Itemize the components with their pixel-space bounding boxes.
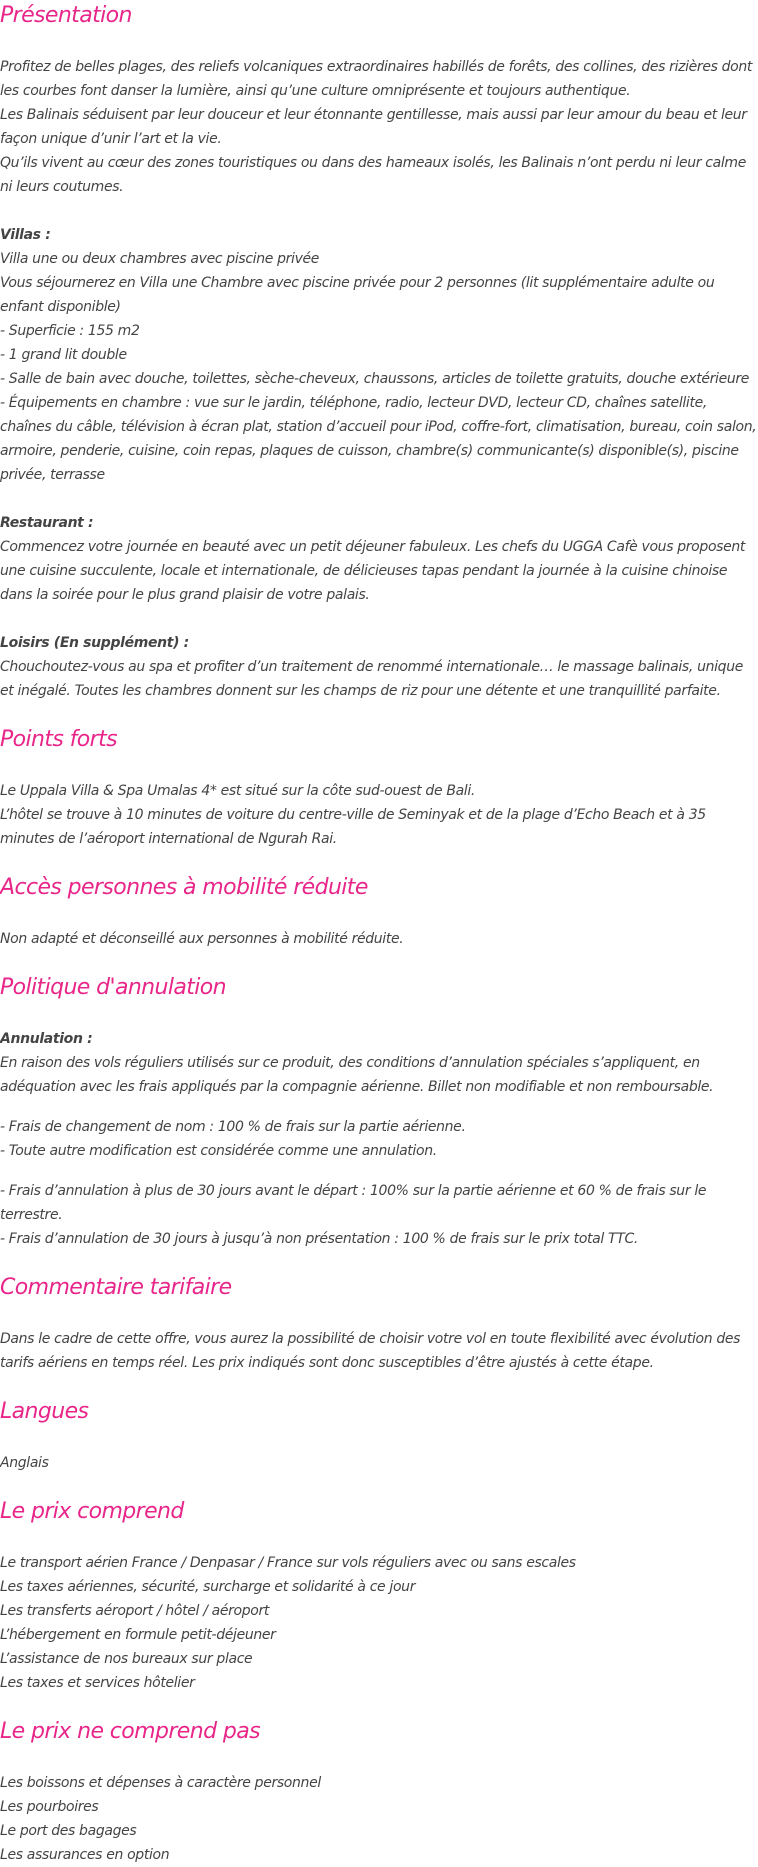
section-presentation (0, 1, 758, 703)
list-item: L’assistance de nos bureaux sur place (0, 1651, 253, 1667)
list-item: - Superficie : 155 m2 (0, 323, 140, 339)
section-body (0, 1551, 758, 1695)
page (0, 1, 758, 1867)
paragraph: Chouchoutez-vous au spa et profiter d’un traitement de renommé internationale… le massage balinais, unique et inégalé. Toutes les chambres donnent sur les champs de riz pour une détente et une tranquillité parfaite. (0, 659, 743, 699)
section-body (0, 927, 758, 951)
paragraph: L’hôtel se trouve à 10 minutes de voiture du centre-ville de Seminyak et de la plage d’Echo Beach et à 35 minutes de l’aéroport international de Ngurah Rai. (0, 807, 706, 847)
section-body (0, 1027, 758, 1251)
list-item: - Frais d’annulation à plus de 30 jours avant le départ : 100% sur la partie aérienne et 60 % de frais sur le terrestre. (0, 1183, 707, 1223)
section-body (0, 1327, 758, 1375)
paragraph: En raison des vols réguliers utilisés sur ce produit, des conditions d’annulation spéciales s’appliquent, en adéquation avec les frais appliqués par la compagnie aérienne. Billet non modifiable et non remboursable. (0, 1055, 714, 1095)
section-title: Présentation (0, 3, 132, 28)
section-body (0, 1451, 758, 1475)
paragraph: Le Uppala Villa & Spa Umalas 4* est situé sur la côte sud-ouest de Bali. (0, 783, 475, 799)
section-price-includes (0, 1497, 758, 1695)
list-item: Le port des bagages (0, 1823, 137, 1839)
paragraph: Profitez de belles plages, des reliefs volcaniques extraordinaires habillés de forêts, des collines, des rizières dont les courbes font danser la lumière, ainsi qu’une culture omniprésente et toujours authentique. (0, 59, 753, 99)
section-pricing-comment (0, 1273, 758, 1375)
list-item: - Salle de bain avec douche, toilettes, sèche-cheveux, chaussons, articles de toilette gratuits, douche extérieure (0, 371, 750, 387)
subheading-villas: Villas : (0, 227, 51, 243)
subheading-cancellation: Annulation : (0, 1031, 93, 1047)
subheading-restaurant: Restaurant : (0, 515, 94, 531)
list-item: Les assurances en option (0, 1847, 170, 1863)
section-title: Accès personnes à mobilité réduite (0, 875, 368, 900)
list-item: - 1 grand lit double (0, 347, 127, 363)
section-title: Langues (0, 1399, 89, 1424)
list-item: Les transferts aéroport / hôtel / aéroport (0, 1603, 270, 1619)
section-cancellation (0, 973, 758, 1251)
list-item: - Frais de changement de nom : 100 % de frais sur la partie aérienne. (0, 1119, 466, 1135)
list-item: Le transport aérien France / Denpasar / France sur vols réguliers avec ou sans escales (0, 1555, 576, 1571)
list-item: Les taxes aériennes, sécurité, surcharge et solidarité à ce jour (0, 1579, 416, 1595)
section-title: Points forts (0, 727, 118, 752)
paragraph: Les Balinais séduisent par leur douceur et leur étonnante gentillesse, mais aussi par leur amour du beau et leur façon unique d’unir l’art et la vie. (0, 107, 747, 147)
paragraph: Non adapté et déconseillé aux personnes à mobilité réduite. (0, 931, 404, 947)
section-languages (0, 1397, 758, 1475)
section-body (0, 1771, 758, 1867)
section-body (0, 55, 758, 703)
section-accessibility (0, 873, 758, 951)
section-title: Commentaire tarifaire (0, 1275, 232, 1300)
paragraph: Anglais (0, 1455, 49, 1471)
paragraph: Vous séjournerez en Villa une Chambre avec piscine privée pour 2 personnes (lit supplémentaire adulte ou enfant disponible) (0, 275, 715, 315)
paragraph: Villa une ou deux chambres avec piscine privée (0, 251, 320, 267)
paragraph: Qu’ils vivent au cœur des zones touristiques ou dans des hameaux isolés, les Balinais n’ont perdu ni leur calme ni leurs coutumes. (0, 155, 746, 195)
list-item: L’hébergement en formule petit-déjeuner (0, 1627, 276, 1643)
subheading-leisure: Loisirs (En supplément) : (0, 635, 189, 651)
list-item: - Frais d’annulation de 30 jours à jusqu’à non présentation : 100 % de frais sur le prix total TTC. (0, 1231, 638, 1247)
list-item: Les taxes et services hôtelier (0, 1675, 195, 1691)
paragraph: Commencez votre journée en beauté avec un petit déjeuner fabuleux. Les chefs du UGGA Cafè vous proposent une cuisine succulente, locale et internationale, de délicieuses tapas pendant la journée à la cuisine chinoise dans la soirée pour le plus grand plaisir de votre palais. (0, 539, 746, 603)
section-title: Le prix ne comprend pas (0, 1719, 260, 1744)
list-item: Les boissons et dépenses à caractère personnel (0, 1775, 321, 1791)
section-title: Politique d'annulation (0, 975, 226, 1000)
list-item: - Équipements en chambre : vue sur le jardin, téléphone, radio, lecteur DVD, lecteur CD, chaînes satellite, chaînes du câble, télévision à écran plat, station d’accueil pour iPod, coffre-fort, climatisation, bureau, coin salon, armoire, penderie, cuisine, coin repas, plaques de cuisson, chambre(s) communicante(s) disponible(s), piscine privée, terrasse (0, 395, 757, 483)
list-item: Les pourboires (0, 1799, 99, 1815)
section-title: Le prix comprend (0, 1499, 184, 1524)
section-price-excludes (0, 1717, 758, 1867)
section-body (0, 779, 758, 851)
paragraph: Dans le cadre de cette offre, vous aurez la possibilité de choisir votre vol en toute flexibilité avec évolution des tarifs aériens en temps réel. Les prix indiqués sont donc susceptibles d’être ajustés à cette étape. (0, 1331, 741, 1371)
section-highlights (0, 725, 758, 851)
list-item: - Toute autre modification est considérée comme une annulation. (0, 1143, 437, 1159)
